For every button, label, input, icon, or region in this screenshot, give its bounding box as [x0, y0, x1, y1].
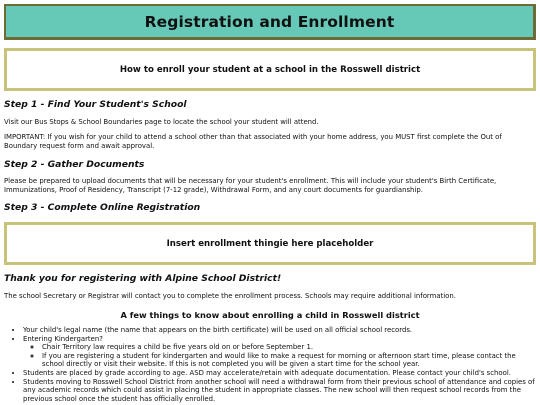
step1-heading: Step 1 - Find Your Student's School	[4, 99, 187, 110]
list-item-grade-placement: • Students are placed by grade according to age. ASD may accelerate/retain with adequate documentation. Please contact your child's school.	[23, 369, 536, 378]
intro-box-text: How to enroll your student at a school in the Rosswell district	[119, 64, 421, 75]
intro-box	[4, 48, 536, 91]
things-to-know-heading: A few things to know about enrolling a child in Rosswell district	[120, 310, 420, 320]
enrollment-placeholder-box	[4, 222, 536, 265]
sublist-item-start-time: ◦ If you are registering a student for kindergarten and would like to make a request for morning or afternoon start time, please contact the school directly or visit their website. If this is not completed you will be given a start time for the school year.	[42, 352, 536, 369]
page-title: Registration and Enrollment	[144, 12, 395, 31]
placeholder-box-text: Insert enrollment thingie here placeholder	[166, 238, 374, 249]
secretary-text: The school Secretary or Registrar will contact you to complete the enrollment process. Schools may require additional information.	[4, 292, 456, 300]
things-to-know-list	[4, 326, 536, 403]
list-item-kindergarten	[23, 335, 536, 369]
kindergarten-sublist	[23, 343, 536, 369]
step2-heading: Step 2 - Gather Documents	[4, 159, 145, 170]
kindergarten-label: Entering Kindergarten?	[23, 334, 103, 343]
list-item-legal-name: • Your child's legal name (the name that appears on the birth certificate) will be used on all official school records.	[23, 326, 536, 335]
step3-heading: Step 3 - Complete Online Registration	[4, 202, 201, 213]
thanks-heading: Thank you for registering with Alpine School District!	[4, 273, 282, 284]
sublist-item-age: ◦ Chair Territory law requires a child be five years old on or before September 1.	[42, 343, 536, 352]
step1-visit-text: Visit our Bus Stops & School Boundaries page to locate the school your student will attend.	[4, 118, 319, 126]
page	[0, 4, 540, 405]
list-item-withdrawal: • Students moving to Rosswell School District from another school will need a withdrawal form from their previous school of attendance and copies of any academic records which could assist in placing the student in appropriate classes. The new school will then request school records from the previous school once the student has officially enrolled.	[23, 378, 536, 404]
step1-important-text: IMPORTANT: If you wish for your child to attend a school other than that associated with your home address, you MUST first complete the Out of Boundary request form and await approval.	[4, 133, 502, 150]
title-banner	[4, 4, 536, 40]
step2-documents-text: Please be prepared to upload documents that will be necessary for your student's enrollment. This will include your student's Birth Certificate, Immunizations, Proof of Residency, Transcript (7-12 grade), Withdrawal Form, and any court documents for guardianship.	[4, 177, 497, 194]
